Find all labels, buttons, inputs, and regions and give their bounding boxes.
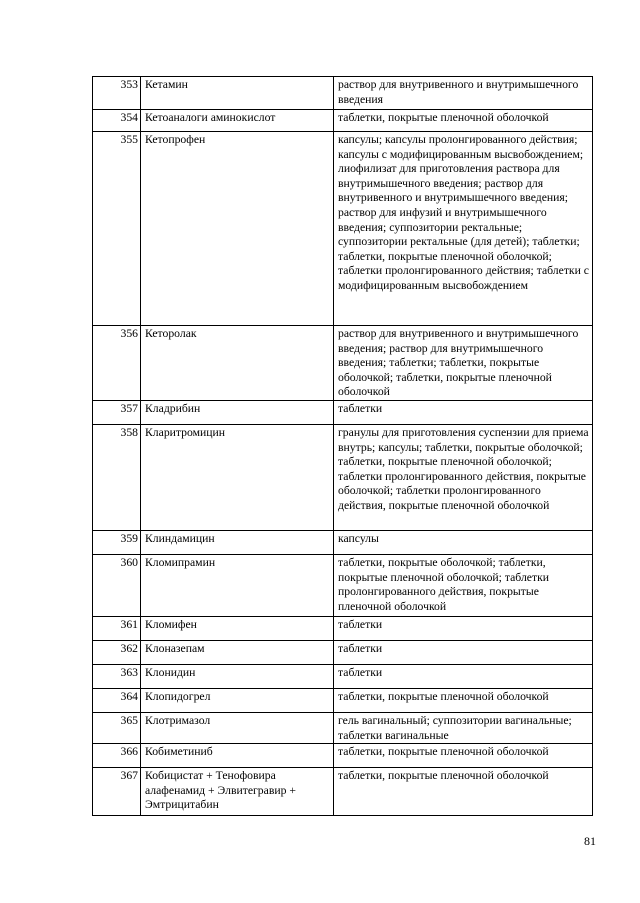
- drug-name: Клотримазол: [141, 713, 334, 744]
- drug-name: Клоназепам: [141, 641, 334, 665]
- dosage-form: таблетки, покрытые пленочной оболочкой: [334, 744, 593, 768]
- dosage-form: таблетки: [334, 401, 593, 425]
- table-row: [93, 689, 593, 713]
- drug-name: Кобицистат + Тенофовира алафенамид + Элвитегравир + Эмтрицитабин: [141, 768, 334, 816]
- row-number: 364: [93, 689, 141, 713]
- drug-name: Кларитромицин: [141, 425, 334, 531]
- dosage-form: таблетки: [334, 665, 593, 689]
- row-number: 361: [93, 617, 141, 641]
- row-number: 356: [93, 326, 141, 401]
- drug-name: Кеторолак: [141, 326, 334, 401]
- table-row: [93, 110, 593, 132]
- dosage-form: гель вагинальный; суппозитории вагинальные; таблетки вагинальные: [334, 713, 593, 744]
- drug-name: Кобиметиниб: [141, 744, 334, 768]
- table-row: [93, 641, 593, 665]
- table-row: [93, 744, 593, 768]
- table-row: [93, 555, 593, 617]
- table-row: [93, 425, 593, 531]
- row-number: 362: [93, 641, 141, 665]
- row-number: 367: [93, 768, 141, 816]
- table-row: [93, 713, 593, 744]
- dosage-form: таблетки, покрытые пленочной оболочкой: [334, 689, 593, 713]
- dosage-form: гранулы для приготовления суспензии для приема внутрь; капсулы; таблетки, покрытые оболочкой; таблетки, покрытые пленочной оболочкой; таблетки пролонгированного действия, покрытые оболочкой; таблетки пролонгированного действия, покрытые пленочной оболочкой: [334, 425, 593, 531]
- drug-name: Кетоаналоги аминокислот: [141, 110, 334, 132]
- row-number: 353: [93, 77, 141, 110]
- dosage-form: таблетки, покрытые оболочкой; таблетки, покрытые пленочной оболочкой; таблетки пролонгированного действия, покрытые пленочной оболочкой: [334, 555, 593, 617]
- row-number: 354: [93, 110, 141, 132]
- row-number: 357: [93, 401, 141, 425]
- table-row: [93, 617, 593, 641]
- drug-name: Клиндамицин: [141, 531, 334, 555]
- dosage-form: раствор для внутривенного и внутримышечного введения: [334, 77, 593, 110]
- table-row: [93, 665, 593, 689]
- drug-name: Клопидогрел: [141, 689, 334, 713]
- drug-name: Кетамин: [141, 77, 334, 110]
- dosage-form: таблетки, покрытые пленочной оболочкой: [334, 768, 593, 816]
- dosage-form: капсулы: [334, 531, 593, 555]
- table-row: [93, 326, 593, 401]
- row-number: 360: [93, 555, 141, 617]
- dosage-form: капсулы; капсулы пролонгированного действия; капсулы с модифицированным высвобождением; лиофилизат для приготовления раствора для внутримышечного введения; раствор для внутривенного и внутримышечного введения; раствор для инфузий и внутримышечного введения; суппозитории ректальные; суппозитории ректальные (для детей); таблетки; таблетки, покрытые пленочной оболочкой; таблетки пролонгированного действия; таблетки с модифицированным высвобождением: [334, 132, 593, 326]
- dosage-form: таблетки: [334, 641, 593, 665]
- drug-name: Кладрибин: [141, 401, 334, 425]
- table-row: [93, 768, 593, 816]
- row-number: 363: [93, 665, 141, 689]
- row-number: 366: [93, 744, 141, 768]
- page-number: 81: [584, 834, 596, 848]
- row-number: 358: [93, 425, 141, 531]
- drug-name: Кетопрофен: [141, 132, 334, 326]
- dosage-form: таблетки: [334, 617, 593, 641]
- row-number: 359: [93, 531, 141, 555]
- table-row: [93, 132, 593, 326]
- dosage-form: раствор для внутривенного и внутримышечного введения; раствор для внутримышечного введения; таблетки; таблетки, покрытые оболочкой; таблетки, покрытые пленочной оболочкой: [334, 326, 593, 401]
- table-row: [93, 77, 593, 110]
- table-row: [93, 401, 593, 425]
- drug-name: Кломифен: [141, 617, 334, 641]
- row-number: 355: [93, 132, 141, 326]
- row-number: 365: [93, 713, 141, 744]
- dosage-form: таблетки, покрытые пленочной оболочкой: [334, 110, 593, 132]
- drug-name: Клонидин: [141, 665, 334, 689]
- table-row: [93, 531, 593, 555]
- drug-table: [92, 76, 593, 816]
- drug-name: Кломипрамин: [141, 555, 334, 617]
